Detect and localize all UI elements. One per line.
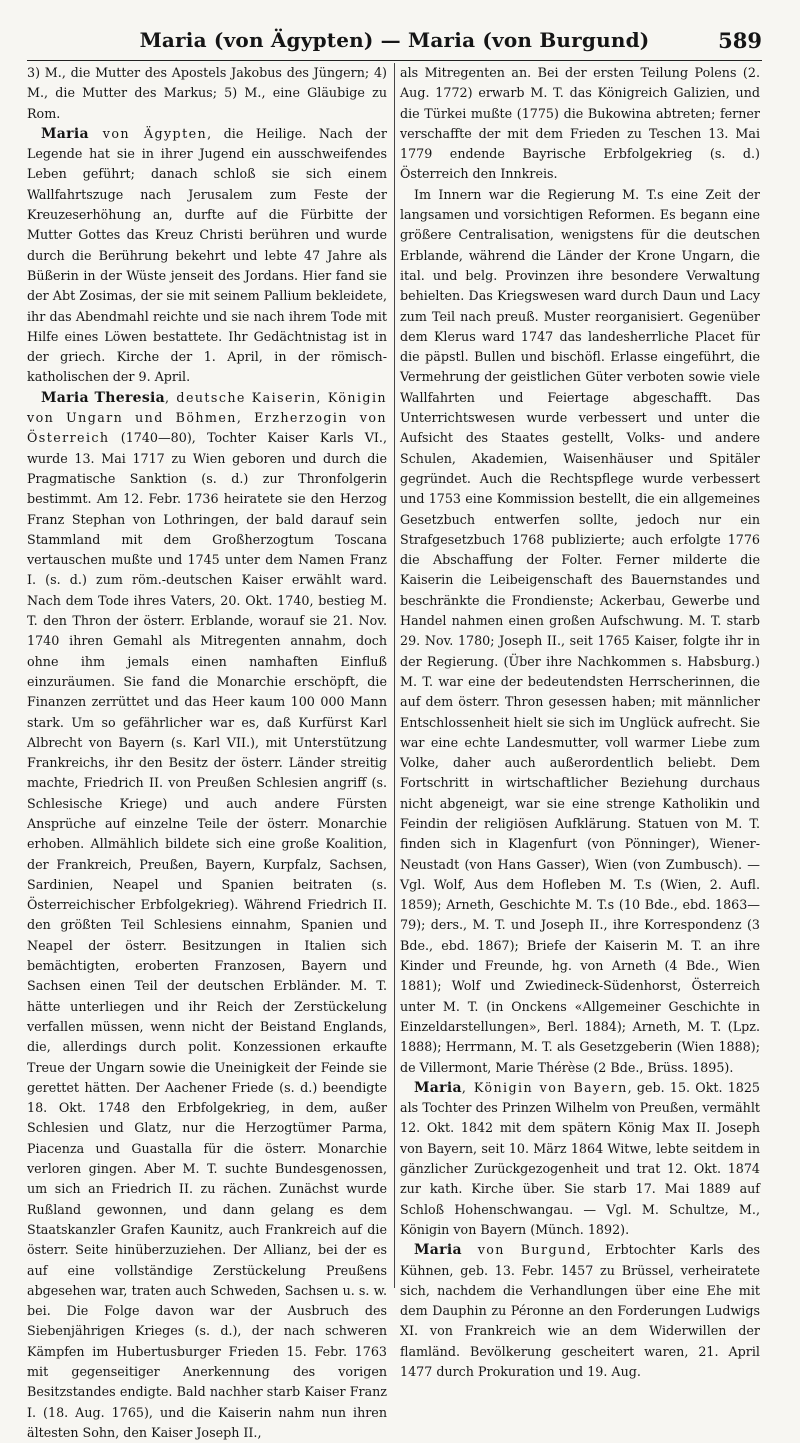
entry-text: 3) M., die Mutter des Apostels Jakobus des Jüngern; 4) M., die Mutter des Markus; 5) M., eine Gläubige zu Rom. bbox=[27, 65, 387, 121]
entry-lemma: Maria Theresia bbox=[41, 389, 166, 406]
entry-paragraph bbox=[400, 185, 760, 1078]
entry-subtitle: , Königin von Bayern bbox=[461, 1079, 628, 1095]
entry-text: , geb. 15. Okt. 1825 als Tochter des Prinzen Wilhelm von Preußen, vermählt 12. Okt. 1842 mit dem spätern König Max II. Joseph von Bayern, seit 10. März 1864 Witwe, lebte seitdem in gänzlicher Zurückgezogenheit und trat 12. Okt. 1874 zur kath. Kirche über. Sie starb 17. Mai 1889 auf Schloß Hohenschwangau. — Vgl. M. Schultze, M., Königin von Bayern (Münch. 1892). bbox=[400, 1079, 761, 1237]
left-column bbox=[27, 63, 387, 1440]
entry-subtitle: von Burgund bbox=[461, 1242, 587, 1258]
running-header bbox=[27, 26, 762, 61]
entry-text: Im Innern war die Regierung M. T.s eine Zeit der langsamen und vorsichtigen Reformen. Es begann eine größere Centralisation, wenigstens für die deutschen Erblande, während die Länder der Krone Ungarn, die ital. und belg. Provinzen ihre besondere Verwaltung behielten. Das Kriegswesen ward durch Daun und Lacy zum Teil nach preuß. Muster reorganisiert. Gegenüber dem Klerus ward 1747 das landesherrliche Placet für die päpstl. Bullen und bischöfl. Erlasse eingeführt, die Vermehrung der geistlichen Güter verboten sowie viele Wallfahrten und Feiertage abgeschafft. Das Unterrichtswesen wurde verbessert und unter die Aufsicht des Staates gestellt, Volks- und andere Schulen, Akademien, Waisenhäuser und Spitäler gegründet. Auch die Rechtspflege wurde verbessert und 1753 eine Kommission bestellt, die ein allgemeines Gesetzbuch entwerfen sollte, jedoch nur ein Strafgesetzbuch 1768 publizierte; auch erfolgte 1776 die Abschaffung der Folter. Ferner milderte die Kaiserin die Leibeigenschaft des Bauernstandes und beschränkte die Frondienste; Ackerbau, Gewerbe und Handel nahmen einen großen Aufschwung. M. T. starb 29. Nov. 1780; Joseph II., seit 1765 Kaiser, folgte ihr in der Regierung. (Über ihre Nachkommen s. Habsburg.) M. T. war eine der bedeutendsten Herrscherinnen, die auf dem österr. Thron gesessen haben; mit männlicher Entschlossenheit hielt sie sich im Unglück aufrecht. Sie war eine echte Landesmutter, voll warmer Liebe zum Volke, daher auch außerordentlich beliebt. Dem Fortschritt in wirtschaftlicher Beziehung durchaus nicht abgeneigt, war sie eine strenge Katholikin und Feindin der religiösen Aufklärung. Statuen von M. T. finden sich in Klagenfurt (von Pönninger), Wiener-Neustadt (von Hans Gasser), Wien (von Zumbusch). — Vgl. Wolf, Aus dem Hofleben M. T.s (Wien, 2. Aufl. 1859); Arneth, Geschichte M. T.s (10 Bde., ebd. 1863—79); ders., M. T. und Joseph II., ihre Korrespondenz (3 Bde., ebd. 1867); Briefe der Kaiserin M. T. an ihre Kinder und Freunde, hg. von Arneth (4 Bde., Wien 1881); Wolf und Zwiedineck-Südenhorst, Österreich unter M. T. (in Onckens «Allgemeiner Geschichte in Einzeldarstellungen», Berl. 1884); Arneth, M. T. (Lpz. 1888); Herrmann, M. T. als Gesetzgeberin (Wien 1888); de Villermont, Marie Thérèse (2 Bde., Brüss. 1895). bbox=[400, 186, 760, 1075]
entry-maria-theresia bbox=[27, 388, 387, 1443]
page-number: 589 bbox=[718, 28, 762, 53]
entry-text: als Mitregenten an. Bei der ersten Teilung Polens (2. Aug. 1772) erwarb M. T. das Königreich Galizien, und die Türkei mußte (1775) die Bukowina abtreten; ferner verschaffte der mit dem Frieden zu Teschen 13. Mai 1779 endende Bayrische Erbfolgekrieg (s. d.) Österreich den Innkreis. bbox=[400, 65, 760, 182]
header-title: Maria (von Ägypten) — Maria (von Burgund) bbox=[139, 28, 650, 52]
column-divider bbox=[394, 63, 395, 1288]
right-column bbox=[400, 63, 761, 1379]
entry-lemma: Maria bbox=[414, 1079, 462, 1096]
entry-subtitle: von Ägypten bbox=[88, 125, 208, 141]
entry-maria-bayern bbox=[400, 1078, 760, 1240]
entry-continuation bbox=[400, 63, 760, 185]
entry-maria-burgund bbox=[400, 1240, 760, 1382]
entry-text: , die Heilige. Nach der Legende hat sie in ihrer Jugend ein ausschweifendes Leben geführt; danach schloß sie sich einem Wallfahrtszuge nach Jerusalem zum Feste der Kreuzeserhöhung an, durfte auf die Fürbitte der Mutter Gottes das Kreuz Christi berühren und wurde durch die Berührung bekehrt und lebte 47 Jahre als Büßerin in der Wüste jenseit des Jordans. Hier fand sie der Abt Zosimas, der sie mit seinem Pallium bekleidete, ihr das Abendmahl reichte und sie nach ihrem Tode mit Hilfe eines Löwen bestattete. Ihr Gedächtnistag ist in der griech. Kirche der 1. April, in der römisch-katholischen der 9. April. bbox=[27, 125, 387, 385]
entry-subtitle: , deutsche Kaiserin, Königin von Ungarn und Böhmen, Erzherzogin von Österreich bbox=[27, 389, 387, 446]
entry-lemma: Maria bbox=[41, 125, 89, 142]
entry-maria-aegypten bbox=[27, 124, 387, 388]
entry-text: , Erbtochter Karls des Kühnen, geb. 13. Febr. 1457 zu Brüssel, verheiratete sich, nachdem die Verhandlungen über eine Ehe mit dem Dauphin zu Péronne an den Forderungen Ludwigs XI. von Frankreich wie an dem Widerwillen der flamländ. Bevölkerung gescheitert waren, 21. April 1477 durch Prokuration und 19. Aug. bbox=[400, 1242, 760, 1379]
entry-continuation bbox=[27, 63, 387, 124]
entry-text: (1740—80), Tochter Kaiser Karls VI., wurde 13. Mai 1717 zu Wien geboren und durch die Pragmatische Sanktion (s. d.) zur Thronfolgerin bestimmt. Am 12. Febr. 1736 heiratete sie den Herzog Franz Stephan von Lothringen, der bald darauf sein Stammland mit dem Großherzogtum Toscana vertauschen mußte und 1745 unter dem Namen Franz I. (s. d.) zum röm.-deutschen Kaiser erwählt ward. Nach dem Tode ihres Vaters, 20. Okt. 1740, bestieg M. T. den Thron der österr. Erblande, worauf sie 21. Nov. 1740 ihren Gemahl als Mitregenten annahm, doch ohne ihm jemals einen namhaften Einfluß einzuräumen. Sie fand die Monarchie erschöpft, die Finanzen zerrüttet und das Heer kaum 100 000 Mann stark. Um so gefährlicher war es, daß Kurfürst Karl Albrecht von Bayern (s. Karl VII.), mit Unterstützung Frankreichs, ihr den Besitz der österr. Länder streitig machte, Friedrich II. von Preußen Schlesien angriff (s. Schlesische Kriege) und auch andere Fürsten Ansprüche auf einzelne Teile der österr. Monarchie erhoben. Allmählich bildete sich eine große Koalition, der Frankreich, Preußen, Bayern, Kurpfalz, Sachsen, Sardinien, Neapel und Spanien beitraten (s. Österreichischer Erbfolgekrieg). Während Friedrich II. den größten Teil Schlesiens einnahm, Spanien und Neapel der österr. Besitzungen in Italien sich bemächtigten, eroberten Franzosen, Bayern und Sachsen einen Teil der deutschen Erbländer. M. T. hätte unterliegen und ihr Reich der Zerstückelung verfallen müssen, wenn nicht der Beistand Englands, die, allerdings durch polit. Konzessionen erkaufte Treue der Ungarn sowie die Uneinigkeit der Feinde sie gerettet hätten. Der Aachener Friede (s. d.) beendigte 18. Okt. 1748 den Erbfolgekrieg, in dem, außer Schlesien und Glatz, nur die Herzogtümer Parma, Piacenza und Guastalla für die österr. Monarchie verloren gingen. Aber M. T. suchte Bundesgenossen, um sich an Friedrich II. zu rächen. Zunächst wurde Rußland gewonnen, und dann gelang es dem Staatskanzler Grafen Kaunitz, auch Frankreich auf die österr. Seite hinüberzuziehen. Der Allianz, bei der es auf eine vollständige Zerstückelung Preußens abgesehen war, traten auch Schweden, Sachsen u. s. w. bei. Die Folge davon war der Ausbruch des Siebenjährigen Krieges (s. d.), der nach schweren Kämpfen im Hubertusburger Frieden 15. Febr. 1763 mit gegenseitiger Anerkennung des vorigen Besitzstandes endigte. Bald nachher starb Kaiser Franz I. (18. Aug. 1765), und die Kaiserin nahm nun ihren ältesten Sohn, den Kaiser Joseph II., bbox=[27, 430, 387, 1440]
text-columns bbox=[27, 63, 762, 1440]
entry-lemma: Maria bbox=[414, 1242, 462, 1259]
